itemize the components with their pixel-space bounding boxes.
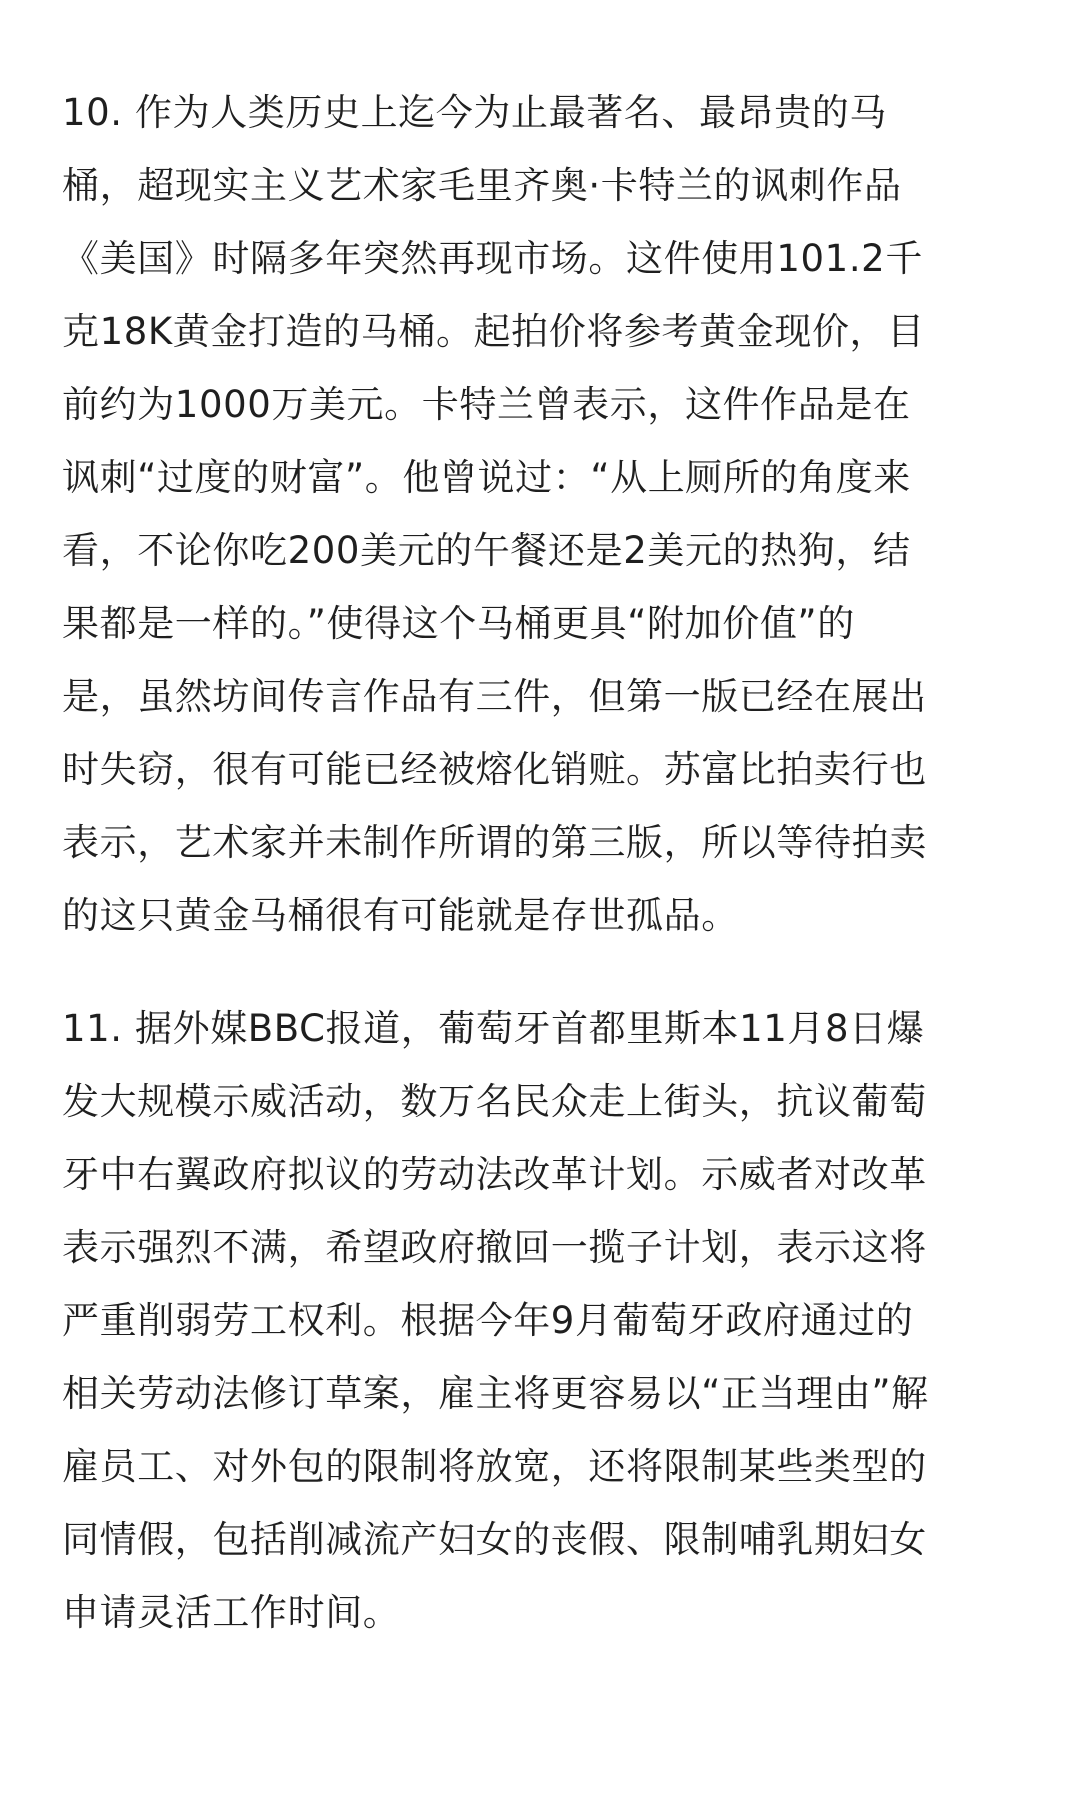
text-line: 前约为1000万美元。卡特兰曾表示，这件作品是在 (62, 383, 911, 426)
text-line: 讽刺“过度的财富”。他曾说过：“从上厕所的角度来 (62, 456, 911, 499)
paragraph-item-11 (62, 992, 1032, 1649)
text-line: 是，虽然坊间传言作品有三件，但第一版已经在展出 (62, 675, 927, 718)
article-body (62, 76, 1032, 1649)
text-line: 发大规模示威活动，数万名民众走上街头，抗议葡萄 (62, 1080, 927, 1123)
text-line: 牙中右翼政府拟议的劳动法改革计划。示威者对改革 (62, 1153, 927, 1196)
text-line: 克18K黄金打造的马桶。起拍价将参考黄金现价，目 (62, 310, 925, 353)
text-line: 看，不论你吃200美元的午餐还是2美元的热狗，结 (62, 529, 911, 572)
text-line: 申请灵活工作时间。 (62, 1591, 401, 1634)
paragraph-item-10 (62, 76, 1032, 952)
text-line: 10. 作为人类历史上迄今为止最著名、最昂贵的马 (62, 91, 888, 134)
text-line: 雇员工、对外包的限制将放宽，还将限制某些类型的 (62, 1445, 927, 1488)
text-line: 时失窃，很有可能已经被熔化销赃。苏富比拍卖行也 (62, 748, 927, 791)
text-line: 表示强烈不满，希望政府撤回一揽子计划，表示这将 (62, 1226, 927, 1269)
text-line: 11. 据外媒BBC报道，葡萄牙首都里斯本11月8日爆 (62, 1007, 925, 1050)
paragraph-spacer (62, 952, 1032, 992)
text-line: 《美国》时隔多年突然再现市场。这件使用101.2千 (62, 237, 923, 280)
text-line: 果都是一样的。”使得这个马桶更具“附加价值”的 (62, 602, 855, 645)
text-line: 严重削弱劳工权利。根据今年9月葡萄牙政府通过的 (62, 1299, 914, 1342)
text-line: 的这只黄金马桶很有可能就是存世孤品。 (62, 894, 739, 937)
text-line: 相关劳动法修订草案，雇主将更容易以“正当理由”解 (62, 1372, 929, 1415)
text-line: 表示，艺术家并未制作所谓的第三版，所以等待拍卖 (62, 821, 927, 864)
text-line: 同情假，包括削减流产妇女的丧假、限制哺乳期妇女 (62, 1518, 927, 1561)
text-line: 桶，超现实主义艺术家毛里齐奥·卡特兰的讽刺作品 (62, 164, 902, 207)
